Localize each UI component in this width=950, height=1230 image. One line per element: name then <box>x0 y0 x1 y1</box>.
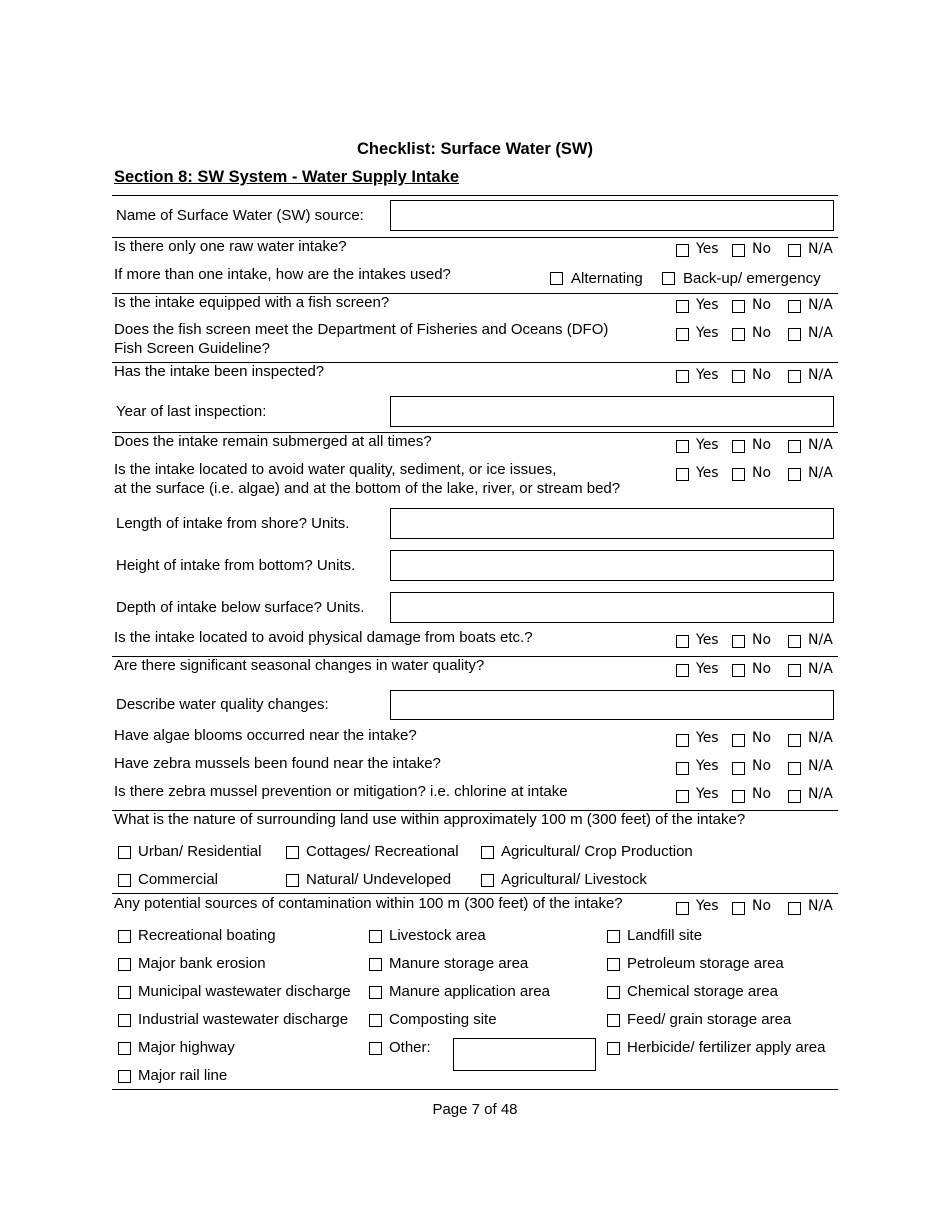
manure-storage-checkbox[interactable] <box>369 958 382 971</box>
na-label: N/A <box>808 758 833 774</box>
herbicide-checkbox[interactable] <box>607 1042 620 1055</box>
source-name-label: Name of Surface Water (SW) source: <box>116 207 364 224</box>
no-label: No <box>752 437 772 453</box>
yes-checkbox[interactable] <box>676 902 689 915</box>
other-field[interactable] <box>453 1038 596 1071</box>
na-label: N/A <box>808 465 833 481</box>
yes-checkbox[interactable] <box>676 790 689 803</box>
petroleum-label: Petroleum storage area <box>627 955 784 972</box>
rec-boating-checkbox[interactable] <box>118 930 131 943</box>
land-use-question: What is the nature of surrounding land use within approximately 100 m (300 feet) of the intake? <box>114 811 746 828</box>
no-checkbox[interactable] <box>732 734 745 747</box>
algae-question: Have algae blooms occurred near the intake? <box>114 727 417 744</box>
describe-changes-label: Describe water quality changes: <box>116 696 329 713</box>
herbicide-label: Herbicide/ fertilizer apply area <box>627 1039 826 1056</box>
yes-label: Yes <box>696 437 719 453</box>
dfo-question-line1: Does the fish screen meet the Department of Fisheries and Oceans (DFO) <box>114 321 609 338</box>
petroleum-checkbox[interactable] <box>607 958 620 971</box>
zebra-found-question: Have zebra mussels been found near the intake? <box>114 755 441 772</box>
multi-intake-question: If more than one intake, how are the intakes used? <box>114 266 451 283</box>
urban-label: Urban/ Residential <box>138 843 262 860</box>
manure-storage-label: Manure storage area <box>389 955 529 972</box>
divider <box>112 195 838 196</box>
length-field[interactable] <box>390 508 834 539</box>
no-label: No <box>752 786 772 802</box>
yes-checkbox[interactable] <box>676 734 689 747</box>
na-checkbox[interactable] <box>788 902 801 915</box>
seasonal-question: Are there significant seasonal changes in water quality? <box>114 657 485 674</box>
backup-label: Back-up/ emergency <box>683 270 821 287</box>
alternating-label: Alternating <box>571 270 643 287</box>
describe-changes-field[interactable] <box>390 690 834 720</box>
contamination-question: Any potential sources of contamination within 100 m (300 feet) of the intake? <box>114 895 623 912</box>
no-label: No <box>752 632 772 648</box>
feed-grain-label: Feed/ grain storage area <box>627 1011 792 1028</box>
ag-crop-label: Agricultural/ Crop Production <box>501 843 693 860</box>
page-number: Page 7 of 48 <box>432 1101 518 1118</box>
feed-grain-checkbox[interactable] <box>607 1014 620 1027</box>
yes-label: Yes <box>696 898 719 914</box>
highway-checkbox[interactable] <box>118 1042 131 1055</box>
yes-label: Yes <box>696 367 719 383</box>
na-checkbox[interactable] <box>788 734 801 747</box>
yes-label: Yes <box>696 632 719 648</box>
located-question-line2: at the surface (i.e. algae) and at the bottom of the lake, river, or stream bed? <box>114 480 621 497</box>
livestock-area-checkbox[interactable] <box>369 930 382 943</box>
submerged-question: Does the intake remain submerged at all times? <box>114 433 432 450</box>
yes-label: Yes <box>696 465 719 481</box>
alternating-checkbox[interactable] <box>550 272 563 285</box>
other-label: Other: <box>389 1039 431 1056</box>
no-label: No <box>752 241 772 257</box>
composting-label: Composting site <box>389 1011 497 1028</box>
divider <box>112 1089 838 1090</box>
bank-erosion-label: Major bank erosion <box>138 955 266 972</box>
no-label: No <box>752 898 772 914</box>
yes-checkbox[interactable] <box>676 244 689 257</box>
chemical-checkbox[interactable] <box>607 986 620 999</box>
inspected-question: Has the intake been inspected? <box>114 363 325 380</box>
no-checkbox[interactable] <box>732 790 745 803</box>
no-checkbox[interactable] <box>732 300 745 313</box>
urban-checkbox[interactable] <box>118 846 131 859</box>
height-label: Height of intake from bottom? Units. <box>116 557 356 574</box>
depth-label: Depth of intake below surface? Units. <box>116 599 365 616</box>
yes-checkbox[interactable] <box>676 328 689 341</box>
no-checkbox[interactable] <box>732 244 745 257</box>
industrial-ww-checkbox[interactable] <box>118 1014 131 1027</box>
industrial-ww-label: Industrial wastewater discharge <box>138 1011 349 1028</box>
divider <box>112 893 838 894</box>
yes-checkbox[interactable] <box>676 440 689 453</box>
commercial-checkbox[interactable] <box>118 874 131 887</box>
na-label: N/A <box>808 632 833 648</box>
yes-checkbox[interactable] <box>676 664 689 677</box>
municipal-ww-label: Municipal wastewater discharge <box>138 983 351 1000</box>
yes-checkbox[interactable] <box>676 468 689 481</box>
na-checkbox[interactable] <box>788 370 801 383</box>
no-checkbox[interactable] <box>732 440 745 453</box>
no-label: No <box>752 297 772 313</box>
na-label: N/A <box>808 661 833 677</box>
manure-application-checkbox[interactable] <box>369 986 382 999</box>
length-label: Length of intake from shore? Units. <box>116 515 350 532</box>
yes-checkbox[interactable] <box>676 762 689 775</box>
na-checkbox[interactable] <box>788 328 801 341</box>
na-label: N/A <box>808 437 833 453</box>
na-checkbox[interactable] <box>788 664 801 677</box>
yes-label: Yes <box>696 325 719 341</box>
na-checkbox[interactable] <box>788 790 801 803</box>
rec-boating-label: Recreational boating <box>138 927 276 944</box>
na-checkbox[interactable] <box>788 635 801 648</box>
no-label: No <box>752 661 772 677</box>
no-checkbox[interactable] <box>732 635 745 648</box>
backup-checkbox[interactable] <box>662 272 675 285</box>
boats-question: Is the intake located to avoid physical damage from boats etc.? <box>114 629 533 646</box>
no-checkbox[interactable] <box>732 468 745 481</box>
cottages-label: Cottages/ Recreational <box>306 843 459 860</box>
yes-label: Yes <box>696 241 719 257</box>
one-intake-question: Is there only one raw water intake? <box>114 238 347 255</box>
livestock-area-label: Livestock area <box>389 927 486 944</box>
na-checkbox[interactable] <box>788 244 801 257</box>
no-checkbox[interactable] <box>732 762 745 775</box>
no-checkbox[interactable] <box>732 370 745 383</box>
rail-label: Major rail line <box>138 1067 228 1084</box>
height-field[interactable] <box>390 550 834 581</box>
yes-checkbox[interactable] <box>676 370 689 383</box>
yes-label: Yes <box>696 661 719 677</box>
na-label: N/A <box>808 898 833 914</box>
manure-application-label: Manure application area <box>389 983 550 1000</box>
other-checkbox[interactable] <box>369 1042 382 1055</box>
no-label: No <box>752 367 772 383</box>
natural-label: Natural/ Undeveloped <box>306 871 452 888</box>
yes-checkbox[interactable] <box>676 300 689 313</box>
no-checkbox[interactable] <box>732 664 745 677</box>
section-heading: Section 8: SW System - Water Supply Intake <box>114 168 460 186</box>
na-checkbox[interactable] <box>788 468 801 481</box>
zebra-prevention-question: Is there zebra mussel prevention or mitigation? i.e. chlorine at intake <box>114 783 568 800</box>
page-title: Checklist: Surface Water (SW) <box>357 140 593 158</box>
bank-erosion-checkbox[interactable] <box>118 958 131 971</box>
highway-label: Major highway <box>138 1039 235 1056</box>
composting-checkbox[interactable] <box>369 1014 382 1027</box>
no-label: No <box>752 465 772 481</box>
yes-label: Yes <box>696 730 719 746</box>
source-name-field[interactable] <box>390 200 834 231</box>
no-label: No <box>752 758 772 774</box>
dfo-question-line2: Fish Screen Guideline? <box>114 340 270 357</box>
landfill-checkbox[interactable] <box>607 930 620 943</box>
no-label: No <box>752 325 772 341</box>
na-label: N/A <box>808 367 833 383</box>
chemical-label: Chemical storage area <box>627 983 778 1000</box>
located-question-line1: Is the intake located to avoid water quality, sediment, or ice issues, <box>114 461 557 478</box>
depth-field[interactable] <box>390 592 834 623</box>
yes-label: Yes <box>696 786 719 802</box>
rail-checkbox[interactable] <box>118 1070 131 1083</box>
na-label: N/A <box>808 730 833 746</box>
no-checkbox[interactable] <box>732 328 745 341</box>
no-checkbox[interactable] <box>732 902 745 915</box>
na-label: N/A <box>808 786 833 802</box>
na-checkbox[interactable] <box>788 762 801 775</box>
year-inspection-label: Year of last inspection: <box>116 403 267 420</box>
na-checkbox[interactable] <box>788 440 801 453</box>
natural-checkbox[interactable] <box>286 874 299 887</box>
commercial-label: Commercial <box>138 871 219 888</box>
na-label: N/A <box>808 325 833 341</box>
municipal-ww-checkbox[interactable] <box>118 986 131 999</box>
yes-checkbox[interactable] <box>676 635 689 648</box>
yes-label: Yes <box>696 297 719 313</box>
yes-label: Yes <box>696 758 719 774</box>
ag-crop-checkbox[interactable] <box>481 846 494 859</box>
ag-livestock-label: Agricultural/ Livestock <box>501 871 647 888</box>
ag-livestock-checkbox[interactable] <box>481 874 494 887</box>
landfill-label: Landfill site <box>627 927 703 944</box>
no-label: No <box>752 730 772 746</box>
na-label: N/A <box>808 241 833 257</box>
cottages-checkbox[interactable] <box>286 846 299 859</box>
year-inspection-field[interactable] <box>390 396 834 427</box>
na-label: N/A <box>808 297 833 313</box>
fish-screen-question: Is the intake equipped with a fish screen? <box>114 294 390 311</box>
na-checkbox[interactable] <box>788 300 801 313</box>
